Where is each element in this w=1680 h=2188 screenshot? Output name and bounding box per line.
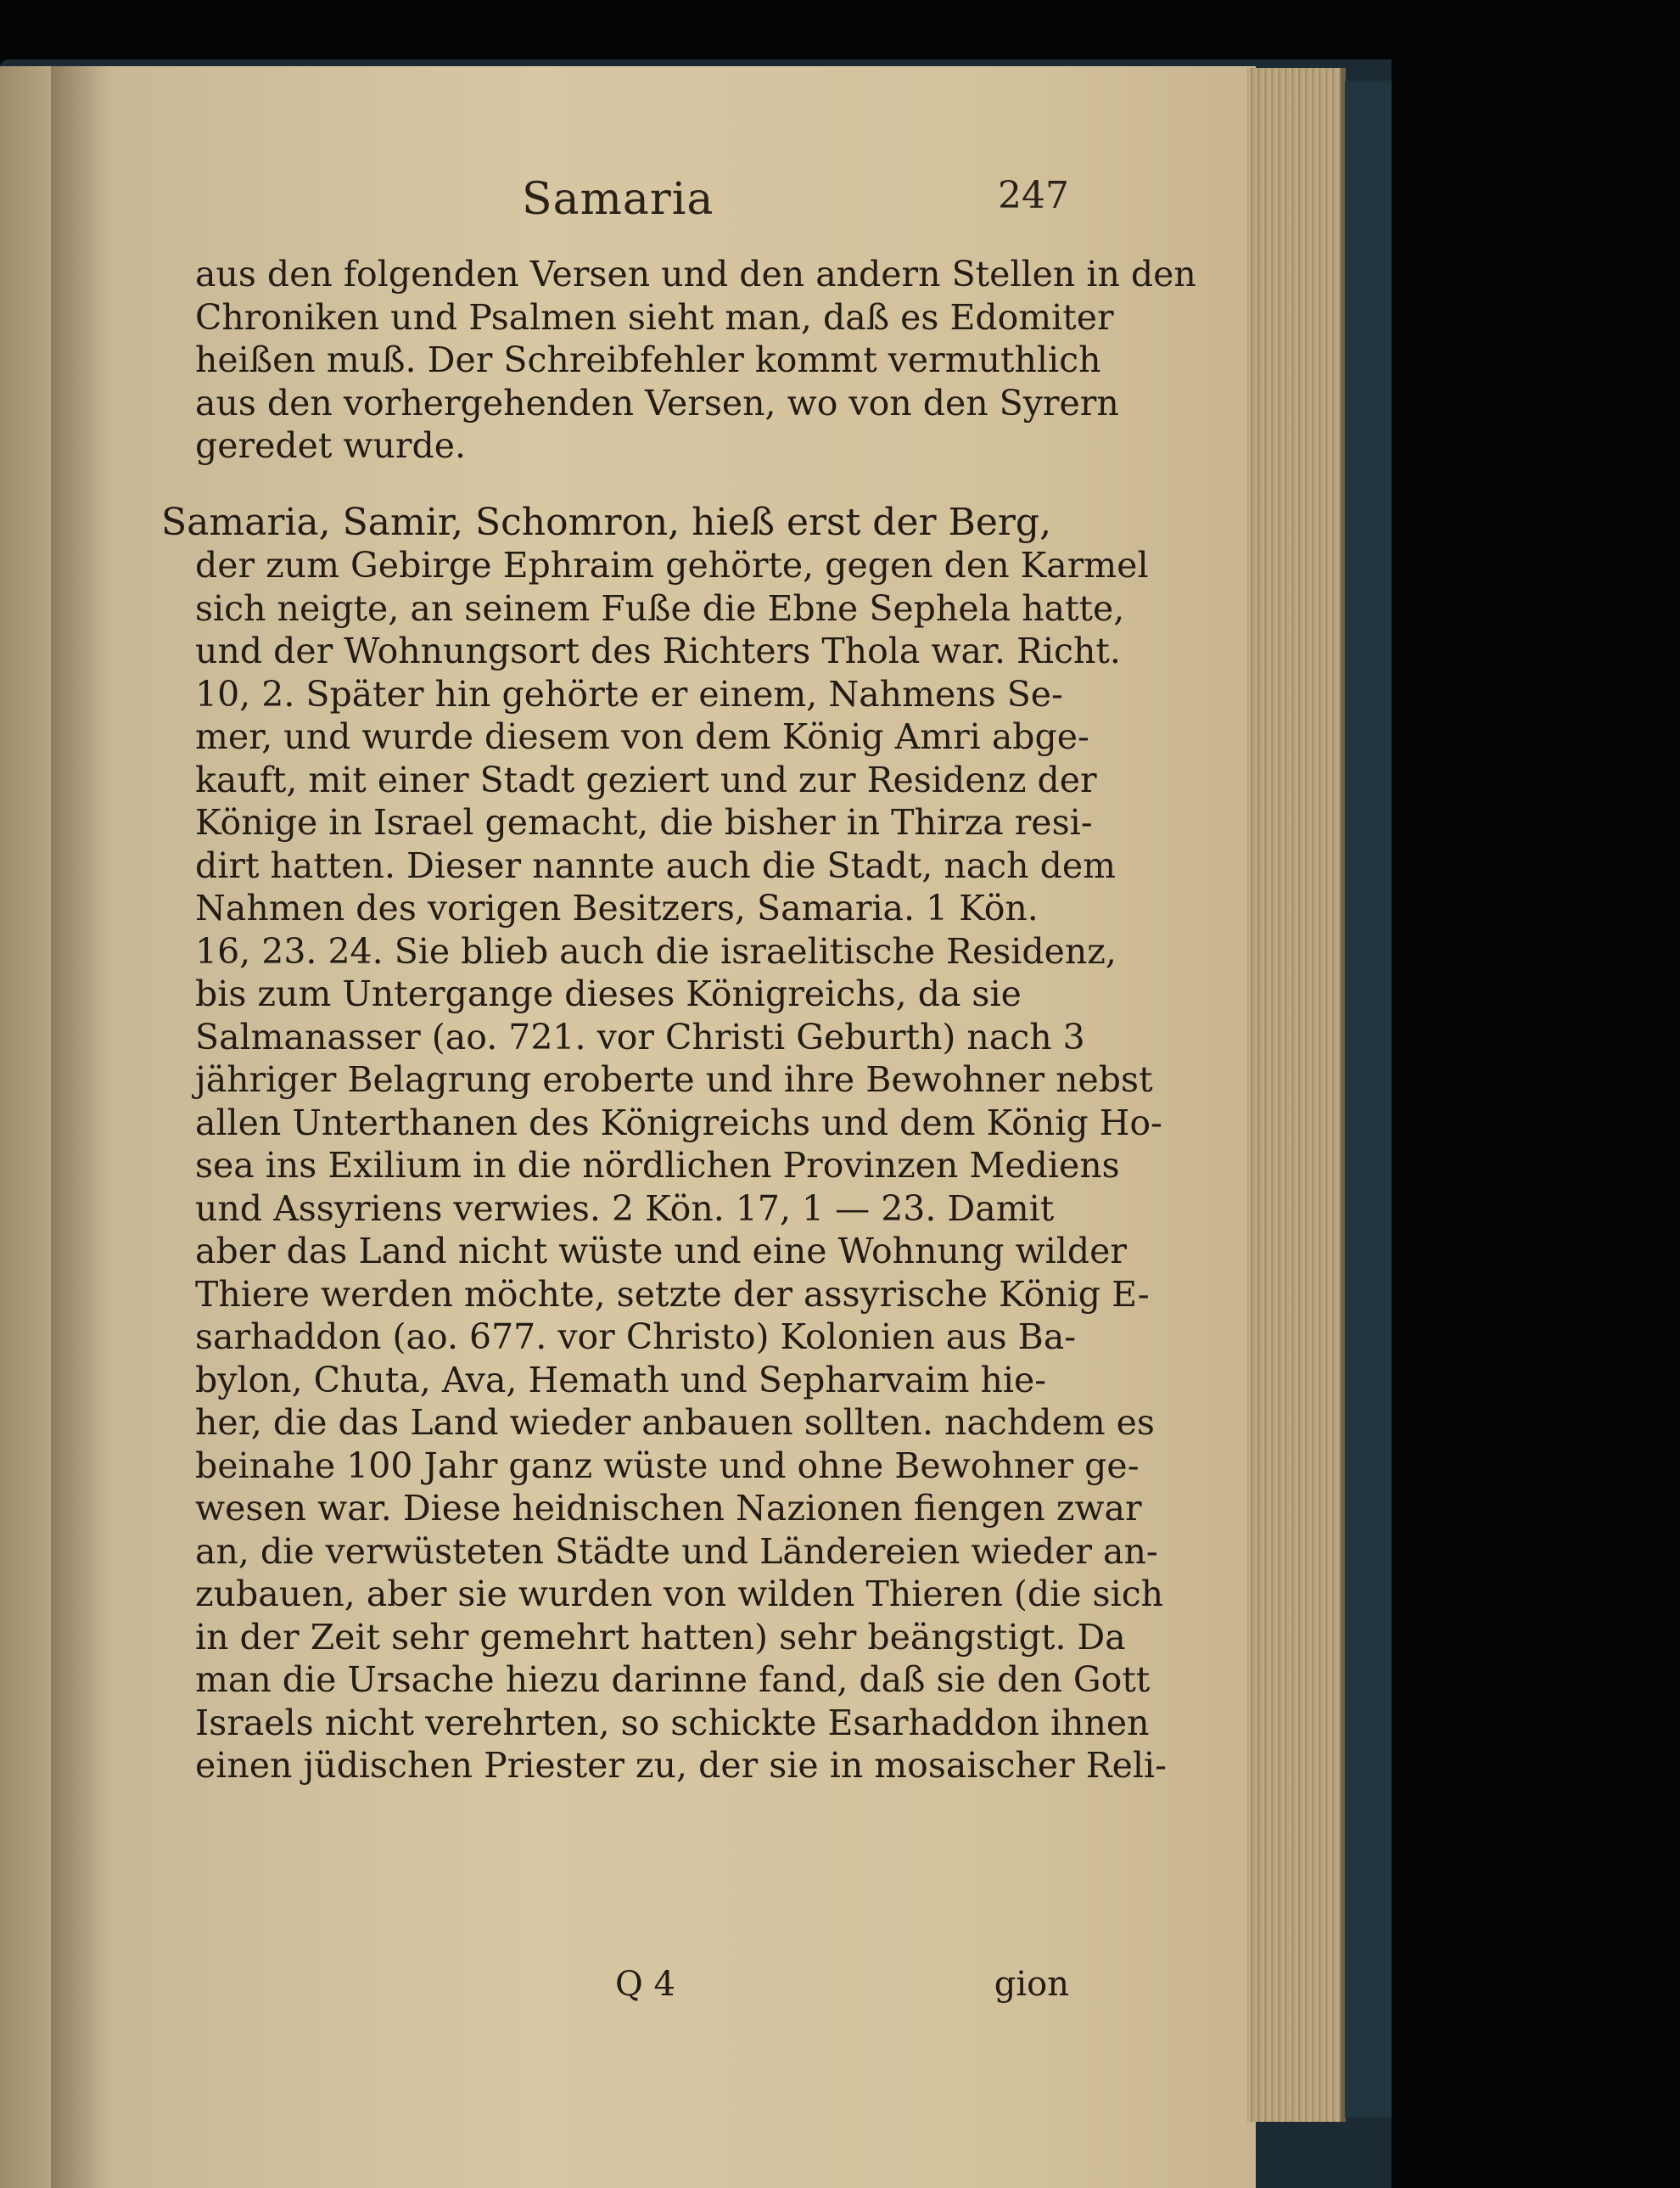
page-footer: [229, 1965, 1069, 2016]
text-line: 10, 2. Später hin gehörte er einem, Nahmens Se-: [195, 673, 1063, 715]
signature-mark: Q 4: [615, 1965, 675, 2004]
text-line: bis zum Untergange dieses Königreichs, da sie: [195, 973, 1022, 1014]
text-line: kauft, mit einer Stadt geziert und zur Residenz der: [195, 759, 1097, 800]
text-line: her, die das Land wieder anbauen sollten. nachdem es: [195, 1402, 1155, 1443]
text-line: zubauen, aber sie wurden von wilden Thieren (die sich: [195, 1574, 1164, 1614]
text-line: allen Unterthanen des Königreichs und dem König Ho-: [195, 1102, 1162, 1143]
text-line: und der Wohnungsort des Richters Thola war. Richt.: [195, 631, 1121, 671]
text-line: Könige in Israel gemacht, die bisher in Thirza resi-: [195, 802, 1093, 843]
cover-edge: [1345, 81, 1392, 2118]
text-line: in der Zeit sehr gemehrt hatten) sehr beängstigt. Da: [195, 1616, 1126, 1658]
text-line: aber das Land nicht wüste und eine Wohnung wilder: [195, 1231, 1127, 1271]
text-line: wesen war. Diese heidnischen Nazionen fiengen zwar: [195, 1488, 1142, 1529]
text-line: der zum Gebirge Ephraim gehörte, gegen den Karmel: [195, 545, 1149, 586]
text-line: Israels nicht verehrten, so schickte Esarhaddon ihnen: [195, 1702, 1150, 1743]
text-line: Nahmen des vorigen Besitzers, Samaria. 1 Kön.: [195, 888, 1039, 928]
text-line: Chroniken und Psalmen sieht man, daß es Edomiter: [195, 296, 1114, 338]
text-line: Salmanasser (ao. 721. vor Christi Geburth) nach 3: [195, 1016, 1085, 1058]
entry-samaria: [161, 500, 1167, 1787]
text-line: beinahe 100 Jahr ganz wüste und ohne Bewohner ge-: [195, 1445, 1140, 1486]
text-line: aus den folgenden Versen und den andern Stellen in den: [195, 254, 1196, 295]
text-line: Thiere werden möchte, setzte der assyrische König E-: [195, 1273, 1150, 1315]
entry-headline: Samaria, Samir, Schomron, hieß erst der Berg,: [161, 500, 1052, 544]
running-title: Samaria: [522, 174, 714, 225]
text-line: jähriger Belagrung eroberte und ihre Bewohner nebst: [195, 1059, 1153, 1100]
text-line: mer, und wurde diesem von dem König Amri abge-: [195, 716, 1089, 757]
text-line: an, die verwüsteten Städte und Ländereien wieder an-: [195, 1530, 1158, 1572]
paragraph-continuation: [195, 253, 1196, 468]
text-line: 16, 23. 24. Sie blieb auch die israelitische Residenz,: [195, 930, 1117, 972]
text-line: bylon, Chuta, Ava, Hemath und Sepharvaim hie-: [195, 1359, 1047, 1400]
paragraph-gap: [195, 468, 1061, 502]
text-line: aus den vorhergehenden Versen, wo von den Syrern: [195, 382, 1119, 424]
text-line: dirt hatten. Dieser nannte auch die Stadt, nach dem: [195, 844, 1116, 886]
text-block: [161, 253, 1196, 1787]
page-header: [229, 174, 1069, 242]
catchword: gion: [994, 1965, 1069, 2004]
text-line: heißen muß. Der Schreibfehler kommt vermuthlich: [195, 339, 1101, 380]
page-number: 247: [998, 174, 1069, 217]
text-line: geredet wurde.: [195, 425, 467, 466]
text-line: man die Ursache hiezu darinne fand, daß sie den Gott: [195, 1659, 1151, 1700]
text-line: und Assyriens verwies. 2 Kön. 17, 1 — 23. Damit: [195, 1187, 1055, 1229]
text-line: sea ins Exilium in die nördlichen Provinzen Mediens: [195, 1145, 1120, 1186]
text-line: sich neigte, an seinem Fuße die Ebne Sephela hatte,: [195, 587, 1125, 629]
text-line: sarhaddon (ao. 677. vor Christo) Kolonien aus Ba-: [195, 1316, 1077, 1357]
page-fore-edge: [1247, 68, 1346, 2122]
text-line: einen jüdischen Priester zu, der sie in mosaischer Reli-: [195, 1745, 1167, 1786]
